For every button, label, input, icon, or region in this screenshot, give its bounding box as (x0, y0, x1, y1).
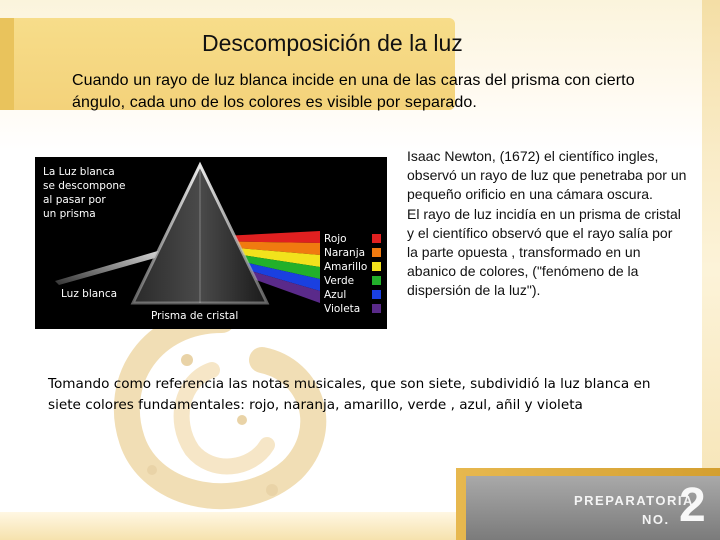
newton-paragraph-1: Isaac Newton, (1672) el científico ingles, observó un rayo de luz que penetraba por un pequeño orificio en una cámara oscura. (407, 148, 687, 203)
legend-swatch-violet (372, 304, 381, 313)
legend-label-yellow: Amarillo (324, 261, 368, 273)
logo-text-preparatoria: PREPARATORIA (574, 493, 694, 508)
slide-title: Descomposición de la luz (202, 30, 463, 56)
school-logo (456, 468, 720, 540)
legend-swatch-red (372, 234, 381, 243)
legend-swatch-blue (372, 290, 381, 299)
newton-paragraph-2: El rayo de luz incidía en un prisma de cristal y el científico observó que el rayo salía por la parte opuesta , transformado en un abanico de colores, ("fenómeno de la dispersión de la luz"). (407, 205, 681, 299)
legend-label-violet: Violeta (324, 303, 361, 315)
legend-label-blue: Azul (324, 289, 347, 301)
legend-label-red: Rojo (324, 233, 347, 245)
prism-label: Prisma de cristal (151, 310, 239, 322)
legend-label-green: Verde (324, 275, 355, 287)
legend-swatch-orange (372, 248, 381, 257)
newton-description (407, 147, 687, 301)
logo-panel (466, 476, 720, 540)
logo-number: 2 (679, 479, 706, 532)
figure-caption-line-2: se descompone (43, 180, 126, 192)
right-edge-decoration (702, 0, 720, 540)
prism-figure-svg (35, 157, 387, 329)
intro-paragraph: Cuando un rayo de luz blanca incide en una de las caras del prisma con cierto ángulo, cada uno de los colores es visible por separado. (72, 72, 635, 111)
legend-swatch-yellow (372, 262, 381, 271)
legend-swatch-green (372, 276, 381, 285)
figure-caption-line-1: La Luz blanca (43, 166, 115, 178)
logo-text-no: NO. (642, 512, 670, 527)
figure-caption-line-4: un prisma (43, 208, 96, 220)
legend-label-orange: Naranja (324, 247, 366, 259)
prism-illustration (35, 157, 387, 329)
musical-notes-paragraph: Tomando como referencia las notas musicales, que son siete, subdividió la luz blanca en siete colores fundamentales: rojo, naranja, amarillo, verde , azul, añil y violeta (48, 376, 651, 413)
white-light-label: Luz blanca (61, 288, 118, 300)
figure-caption-line-3: al pasar por (43, 194, 106, 206)
